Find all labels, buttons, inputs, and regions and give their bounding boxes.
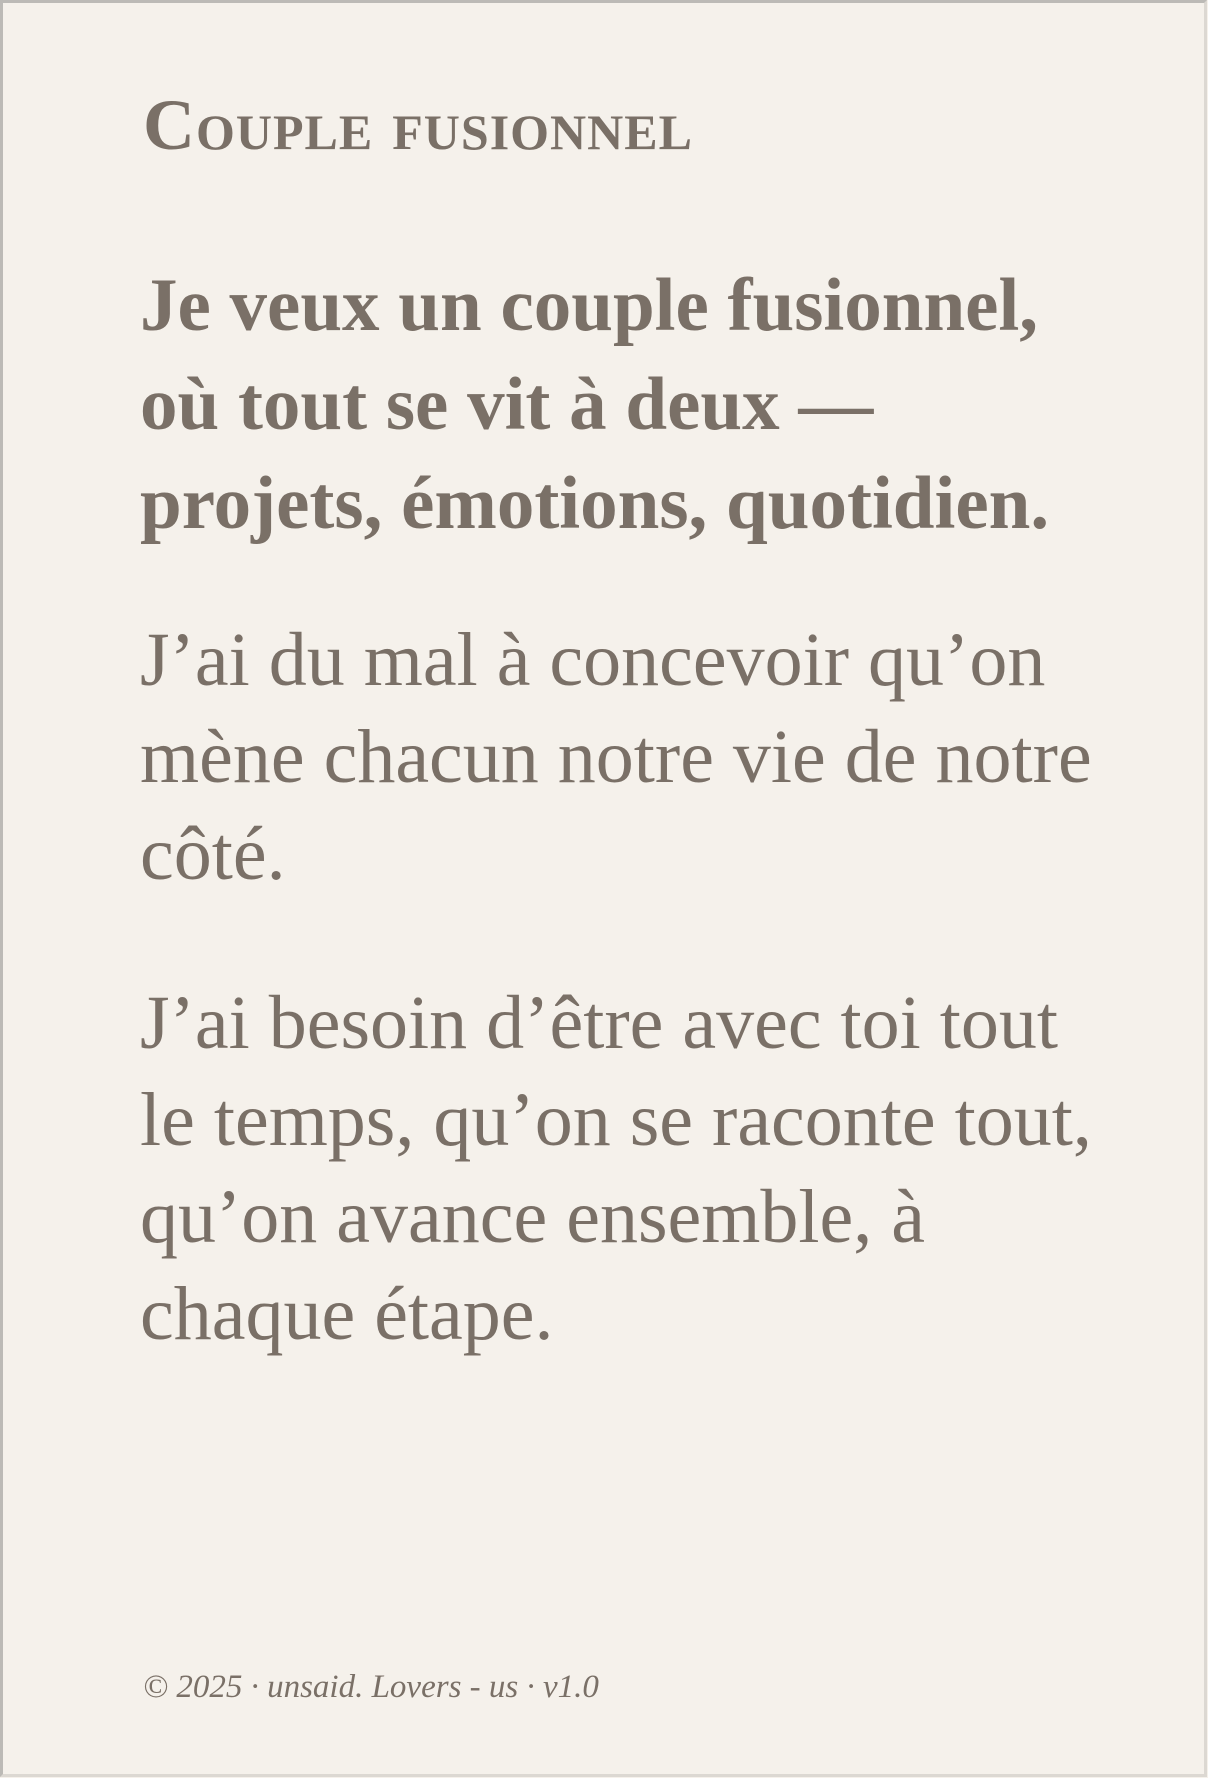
body-paragraph-2: J’ai besoin d’être avec toi tout le temps, qu’on se raconte tout, qu’on avance ensemble, à chaque étape. <box>140 981 1092 1356</box>
footer-credits: © 2025 · unsaid. Lovers - us · v1.0 <box>143 1669 599 1705</box>
body-paragraph-1: J’ai du mal à concevoir qu’on mène chacun notre vie de notre côté. <box>140 618 1092 896</box>
lead-statement: Je veux un couple fusionnel, où tout se vit à deux — projets, émotions, quotidien. <box>140 264 1050 545</box>
card-title: Couple fusionnel <box>143 85 693 165</box>
